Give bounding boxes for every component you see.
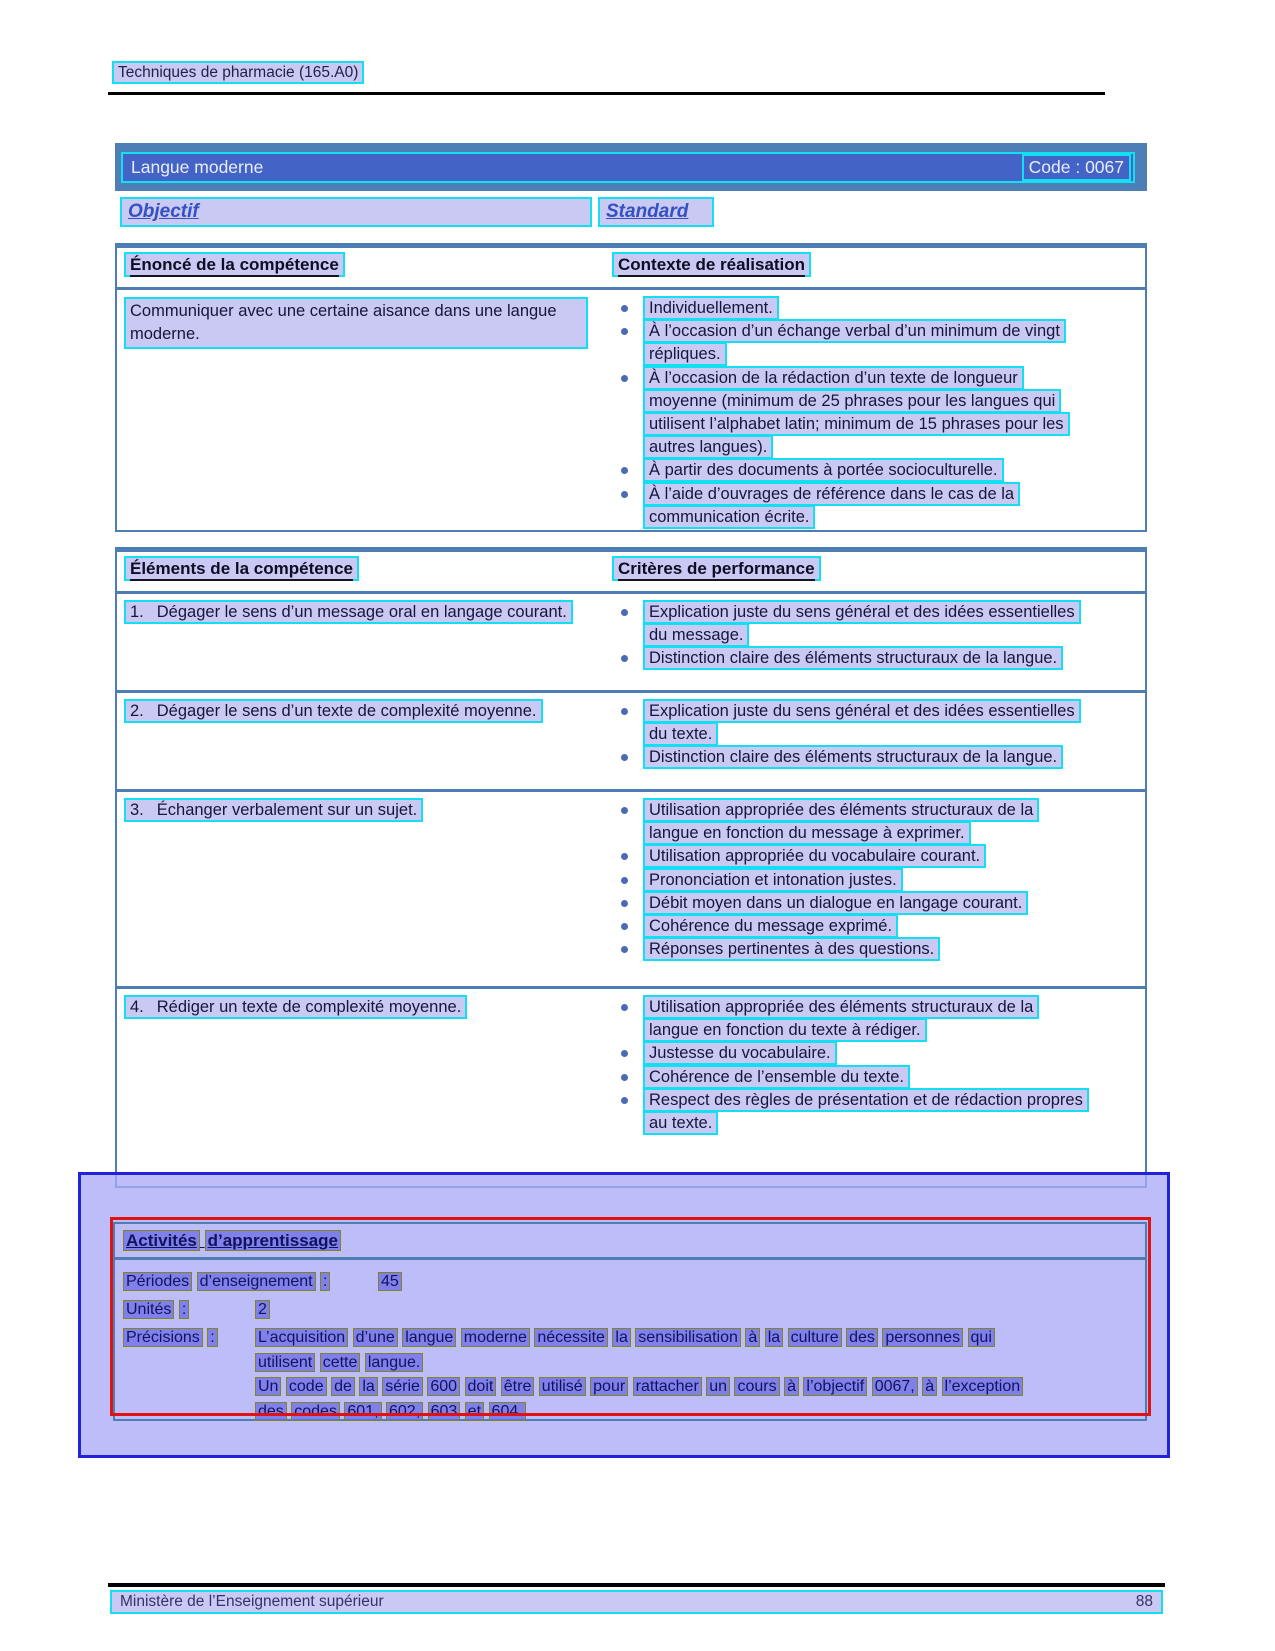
word-highlight: à xyxy=(784,1377,799,1396)
word-highlight: langue. xyxy=(365,1353,424,1372)
word-highlight: culture xyxy=(788,1328,842,1347)
word-highlight: 604. xyxy=(489,1402,526,1421)
word-highlight: être xyxy=(501,1377,535,1396)
header-elements: Éléments de la compétence xyxy=(124,556,359,581)
bullet-icon xyxy=(621,1004,628,1011)
word-highlight: rattacher xyxy=(633,1377,702,1396)
word-highlight: cette xyxy=(320,1353,361,1372)
red-annotation-box xyxy=(110,1217,1151,1416)
criterion-item xyxy=(612,601,1145,647)
word-highlight: la xyxy=(359,1377,377,1396)
heading-objectif xyxy=(120,197,592,227)
word-highlight: des xyxy=(255,1402,287,1421)
word-highlight: et xyxy=(465,1402,484,1421)
criteria-list-2 xyxy=(609,700,1145,789)
criterion-text: À l’occasion d’un échange verbal d’un minimum de vingt répliques. xyxy=(643,319,1066,366)
criterion-text: Utilisation appropriée des éléments structuraux de la langue en fonction du message à exprimer. xyxy=(643,798,1039,845)
criterion-text: Distinction claire des éléments structuraux de la langue. xyxy=(643,646,1063,670)
word-highlight: codes xyxy=(291,1402,340,1421)
bullet-icon xyxy=(621,375,628,382)
footer xyxy=(110,1590,1163,1614)
criterion-text: Individuellement. xyxy=(643,296,779,320)
word-highlight: personnes xyxy=(882,1328,963,1347)
word-highlight: utilisent xyxy=(255,1353,315,1372)
course-title: Langue moderne xyxy=(131,157,264,177)
word-highlight: 0067, xyxy=(872,1377,918,1396)
criterion-item xyxy=(612,483,1145,529)
word-highlight: d’apprentissage xyxy=(205,1230,341,1251)
word-highlight: la xyxy=(612,1328,630,1347)
word-highlight: de xyxy=(331,1377,355,1396)
course-code-badge: Code : 0067 xyxy=(1022,154,1131,181)
word-highlight: nécessite xyxy=(534,1328,608,1347)
criteria-list-3 xyxy=(609,799,1145,986)
section-headings xyxy=(120,197,714,227)
word-highlight: L’acquisition xyxy=(255,1328,348,1347)
bullet-icon xyxy=(621,807,628,814)
word-highlight: 600 xyxy=(427,1377,460,1396)
header-enonce: Énoncé de la compétence xyxy=(124,252,345,277)
bullet-icon xyxy=(621,1097,628,1104)
criterion-item xyxy=(612,1066,1145,1089)
bullet-icon xyxy=(621,708,628,715)
title-band xyxy=(115,143,1147,191)
word-highlight: d’enseignement xyxy=(197,1272,316,1291)
word-highlight: Périodes xyxy=(123,1272,192,1291)
criterion-item xyxy=(612,845,1145,868)
header-criteres: Critères de performance xyxy=(612,556,821,581)
competency-statement: Communiquer avec une certaine aisance dans une langue moderne. xyxy=(124,297,588,349)
element-row-1 xyxy=(117,594,1145,693)
word-highlight: des xyxy=(846,1328,878,1347)
element-text: 3. Échanger verbalement sur un sujet. xyxy=(124,798,423,822)
word-highlight: à xyxy=(745,1328,760,1347)
criterion-text: Débit moyen dans un dialogue en langage courant. xyxy=(643,891,1028,915)
criterion-item xyxy=(612,297,1145,320)
word-highlight: doit xyxy=(465,1377,497,1396)
bullet-icon xyxy=(621,1074,628,1081)
word-highlight: 602, xyxy=(386,1402,423,1421)
criterion-item xyxy=(612,367,1145,460)
context-list xyxy=(609,297,1145,529)
criterion-text: Cohérence de l’ensemble du texte. xyxy=(643,1065,910,1089)
criterion-text: À partir des documents à portée socioculturelle. xyxy=(643,458,1004,482)
heading-standard xyxy=(598,197,714,227)
bullet-icon xyxy=(621,877,628,884)
word-highlight: Précisions xyxy=(123,1328,203,1347)
word-highlight: code xyxy=(286,1377,327,1396)
criteria-list-4 xyxy=(609,996,1145,1135)
criterion-text: Prononciation et intonation justes. xyxy=(643,868,903,892)
element-row-3 xyxy=(117,792,1145,989)
word-highlight: un xyxy=(706,1377,730,1396)
criterion-item xyxy=(612,647,1145,670)
criterion-text: Utilisation appropriée du vocabulaire courant. xyxy=(643,844,986,868)
footer-page-number: 88 xyxy=(1135,1593,1153,1610)
word-highlight: cours xyxy=(734,1377,779,1396)
element-row-4 xyxy=(117,989,1145,1135)
criterion-item xyxy=(612,1089,1145,1135)
title-row xyxy=(121,152,1135,183)
word-highlight: Unités xyxy=(123,1300,174,1319)
program-header-text: Techniques de pharmacie (165.A0) xyxy=(112,61,364,84)
header-rule xyxy=(108,92,1105,95)
competency-table-header xyxy=(117,248,1145,290)
element-text: 1. Dégager le sens d’un message oral en langage courant. xyxy=(124,600,573,624)
criterion-item xyxy=(612,996,1145,1042)
criterion-item xyxy=(612,1042,1145,1065)
criterion-item xyxy=(612,746,1145,769)
bullet-icon xyxy=(621,754,628,761)
word-highlight: sensibilisation xyxy=(635,1328,741,1347)
header-contexte: Contexte de réalisation xyxy=(612,252,811,277)
criterion-text: Respect des règles de présentation et de rédaction propres au texte. xyxy=(643,1088,1089,1135)
footer-ministry: Ministère de l’Enseignement supérieur xyxy=(120,1593,384,1610)
word-highlight: langue xyxy=(402,1328,456,1347)
element-text: 2. Dégager le sens d’un texte de complexité moyenne. xyxy=(124,699,543,723)
criterion-text: Distinction claire des éléments structuraux de la langue. xyxy=(643,745,1063,769)
word-highlight: : xyxy=(179,1300,189,1319)
word-highlight: série xyxy=(382,1377,423,1396)
bullet-icon xyxy=(621,900,628,907)
criterion-text: Utilisation appropriée des éléments structuraux de la langue en fonction du texte à rédiger. xyxy=(643,995,1039,1042)
word-highlight: d’une xyxy=(353,1328,398,1347)
bullet-icon xyxy=(621,328,628,335)
criterion-item xyxy=(612,938,1145,961)
word-highlight: 603 xyxy=(428,1402,461,1421)
footer-rule xyxy=(108,1583,1165,1587)
word-highlight: Un xyxy=(255,1377,281,1396)
criterion-item xyxy=(612,799,1145,845)
word-highlight: 601, xyxy=(344,1402,381,1421)
competency-row xyxy=(117,290,1145,529)
bullet-icon xyxy=(621,467,628,474)
word-highlight: moderne xyxy=(461,1328,530,1347)
bullet-icon xyxy=(621,609,628,616)
bullet-icon xyxy=(621,491,628,498)
word-highlight: qui xyxy=(968,1328,995,1347)
criterion-item xyxy=(612,700,1145,746)
bullet-icon xyxy=(621,853,628,860)
criterion-text: Justesse du vocabulaire. xyxy=(643,1041,837,1065)
criterion-text: Explication juste du sens général et des idées essentielles du texte. xyxy=(643,699,1081,746)
program-header xyxy=(112,64,364,82)
bullet-icon xyxy=(621,655,628,662)
criterion-text: Explication juste du sens général et des idées essentielles du message. xyxy=(643,600,1081,647)
element-row-2 xyxy=(117,693,1145,792)
objectif-label: Objectif xyxy=(128,201,199,222)
word-highlight: pour xyxy=(590,1377,628,1396)
word-highlight: : xyxy=(207,1328,217,1347)
word-highlight: l’objectif xyxy=(803,1377,867,1396)
element-text: 4. Rédiger un texte de complexité moyenne. xyxy=(124,995,467,1019)
word-highlight: 45 xyxy=(378,1272,402,1291)
elements-table-header xyxy=(117,552,1145,594)
criterion-item xyxy=(612,869,1145,892)
criterion-text: À l’aide d’ouvrages de référence dans le cas de la communication écrite. xyxy=(643,482,1020,529)
criterion-text: Cohérence du message exprimé. xyxy=(643,914,898,938)
bullet-icon xyxy=(621,923,628,930)
criterion-item xyxy=(612,892,1145,915)
word-highlight: utilisé xyxy=(539,1377,586,1396)
competency-table xyxy=(115,243,1147,532)
bullet-icon xyxy=(621,946,628,953)
criterion-text: À l’occasion de la rédaction d’un texte de longueur moyenne (minimum de 25 phrases pour les langues qui utilisent l’alphabet latin; minimum de 15 phrases pour les autres langues). xyxy=(643,366,1070,460)
standard-label: Standard xyxy=(606,201,689,222)
criterion-item xyxy=(612,320,1145,366)
criterion-item xyxy=(612,915,1145,938)
word-highlight: Activités xyxy=(123,1230,200,1251)
bullet-icon xyxy=(621,305,628,312)
word-highlight: 2 xyxy=(255,1300,270,1319)
word-highlight: : xyxy=(320,1272,330,1291)
criterion-text: Réponses pertinentes à des questions. xyxy=(643,937,940,961)
word-highlight: la xyxy=(765,1328,783,1347)
criterion-item xyxy=(612,459,1145,482)
elements-table xyxy=(115,547,1147,1188)
word-highlight: à xyxy=(922,1377,937,1396)
criteria-list-1 xyxy=(609,601,1145,690)
word-highlight: l’exception xyxy=(942,1377,1024,1396)
bullet-icon xyxy=(621,1050,628,1057)
